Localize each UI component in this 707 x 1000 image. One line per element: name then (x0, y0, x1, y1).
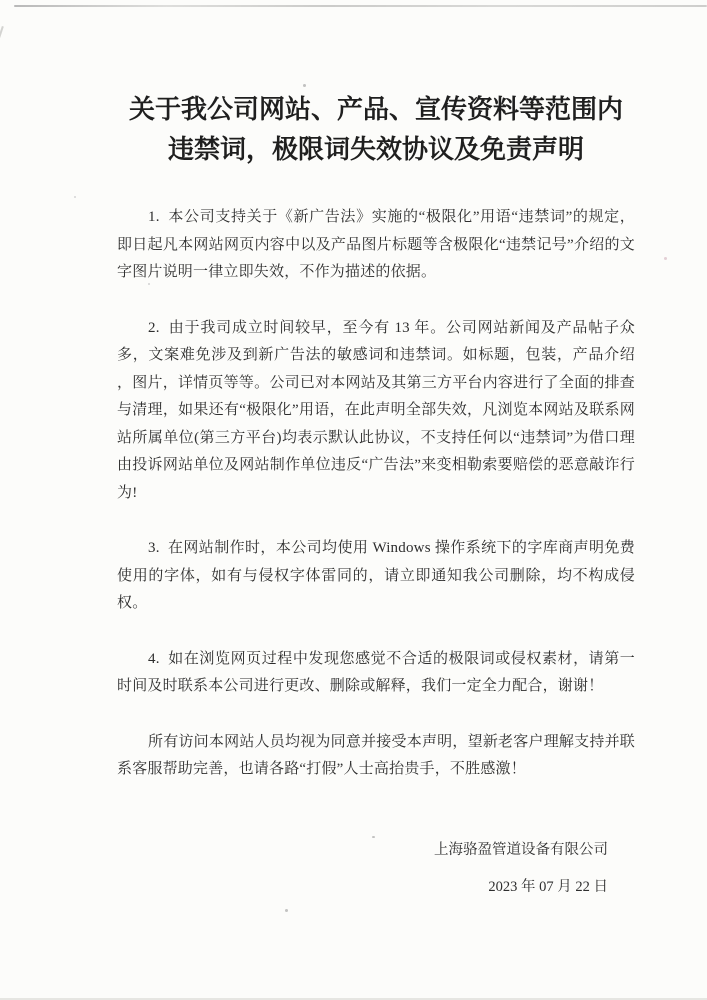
document-title-line1: 关于我公司网站、产品、宣传资料等范围内 (128, 95, 623, 124)
company-name: 上海骆盈管道设备有限公司 (434, 841, 608, 858)
paragraph-4: 4. 如在浏览网页过程中发现您感觉不合适的极限词或侵权素材，请第一时间及时联系本公司进行更改、删除或解释，我们一定全力配合，谢谢！ (117, 650, 635, 694)
scan-mark-artifact (0, 26, 4, 38)
scan-speck (664, 257, 667, 260)
document-title (117, 90, 635, 170)
signature-block (117, 836, 635, 901)
document-content (117, 0, 635, 901)
paragraph-3: 3. 在网站制作时，本公司均使用 Windows 操作系统下的字库商声明免费使用的字体，如有与侵权字体雷同的，请立即通知我公司删除，均不构成侵权。 (117, 540, 635, 611)
paragraph-2: 2. 由于我司成立时间较早，至今有 13 年。公司网站新闻及产品帖子众多，文案难免涉及到新广告法的敏感词和违禁词。如标题，包装，产品介绍 ，图片，详情页等等。公司已对本网站及其第三方平台内容进行了全面的排查与清理，如果还有“极限化”用语，在此声明全部失效，凡浏览本网站及联系网站所属单位(第三方平台)均表示默认此协议，不支持任何以“违禁词”为借口理由投诉网站单位及网站制作单位违反“广告法”来变相勒索要赔偿的恶意敲诈行为! (117, 319, 635, 501)
scan-speck (285, 909, 288, 912)
document-title-line2: 违禁词，极限词失效协议及免责声明 (167, 135, 584, 164)
closing-paragraph: 所有访问本网站人员均视为同意并接受本声明，望新老客户理解支持并联系客服帮助完善，也请各路“打假”人士高抬贵手，不胜感激！ (117, 733, 635, 777)
scan-speck (74, 196, 76, 198)
signature-date: 2023 年 07 月 22 日 (488, 878, 608, 895)
paragraph-1: 1. 本公司支持关于《新广告法》实施的“极限化”用语“违禁词”的规定，即日起凡本网站网页内容中以及产品图片标题等含极限化“违禁记号”介绍的文字图片说明一律立即失效，不作为描述的依据。 (117, 209, 635, 280)
